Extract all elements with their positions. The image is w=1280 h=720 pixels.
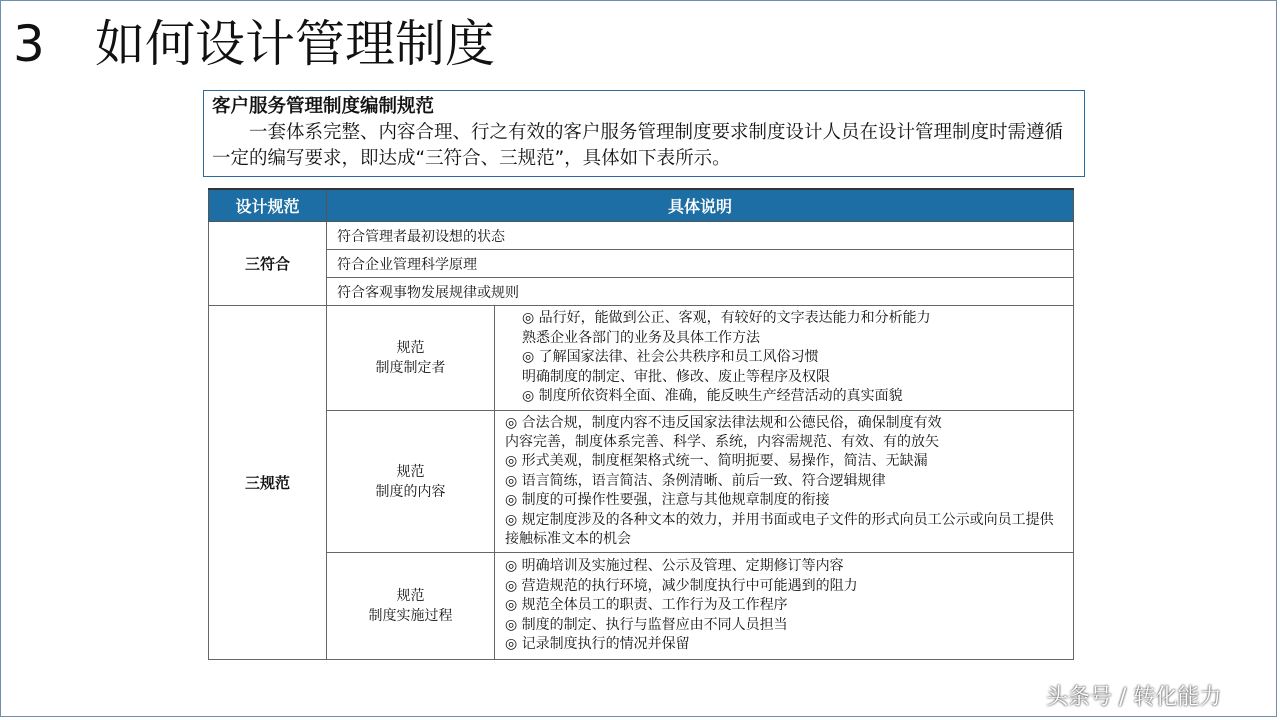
items-cell [495,306,1074,411]
category-cell: 三符合 [209,222,327,306]
list-item: ◎ 制度所依资料全面、准确，能反映生产经营活动的真实面貌 [522,388,903,405]
table-header-row [209,189,1074,222]
subcategory-line2: 制度实施过程 [368,608,453,624]
subcategory-line2: 制度制定者 [375,360,446,376]
subcategory-cell [327,553,495,660]
list-item: 明确制度的制定、审批、修改、废止等程序及权限 [522,368,830,385]
slide-title-text: 如何设计管理制度 [95,15,495,73]
list-item: ◎ 记录制度执行的情况并保留 [505,636,690,653]
header-details: 具体说明 [327,189,1074,222]
list-item: ◎ 规范全体员工的职责、工作行为及工作程序 [505,597,788,614]
table-row [209,278,1074,306]
list-item: ◎ 品行好，能做到公正、客观，有较好的文字表达能力和分析能力 [522,310,931,327]
subcategory-cell [327,411,495,553]
intro-paragraph: 一套体系完整、内容合理、行之有效的客户服务管理制度要求制度设计人员在设计管理制度时需遵循一定的编写要求，即达成“三符合、三规范”，具体如下表所示。 [212,122,1064,169]
list-item: 熟悉企业各部门的业务及具体工作方法 [522,329,760,346]
category-cell: 三规范 [209,306,327,660]
table-row [209,222,1074,250]
description-cell: 符合客观事物发展规律或规则 [327,278,1074,306]
watermark: 头条号 / 转化能力 [1046,685,1222,710]
subcategory-line1: 规范 [396,340,425,356]
list-item: ◎ 形式美观，制度框架格式统一、简明扼要、易操作，简洁、无缺漏 [505,453,928,470]
header-design-spec: 设计规范 [209,189,327,222]
table-row [209,411,1074,553]
list-item: ◎ 营造规范的执行环境，减少制度执行中可能遇到的阻力 [505,577,858,594]
spec-table [208,188,1074,660]
table-row [209,553,1074,660]
list-item: 内容完善，制度体系完善、科学、系统，内容需规范、有效、有的放矢 [505,433,939,450]
list-item: ◎ 制度的制定、执行与监督应由不同人员担当 [505,616,788,633]
table-row [209,250,1074,278]
description-cell: 符合企业管理科学原理 [327,250,1074,278]
items-cell [495,411,1074,553]
list-item: ◎ 语言简练，语言简洁、条例清晰、前后一致、符合逻辑规律 [505,472,886,489]
list-item: ◎ 明确培训及实施过程、公示及管理、定期修订等内容 [505,558,844,575]
list-item: ◎ 制度的可操作性要强，注意与其他规章制度的衔接 [505,492,830,509]
subcategory-line2: 制度的内容 [375,483,446,500]
description-cell: 符合管理者最初设想的状态 [327,222,1074,250]
list-item: ◎ 规定制度涉及的各种文本的效力，并用书面或电子文件的形式向员工公示或向员工提供接触标准文本的机会 [505,511,1054,548]
subcategory-line1: 规范 [396,588,425,604]
slide-title [13,9,495,79]
intro-heading: 客户服务管理制度编制规范 [212,96,435,117]
intro-box [203,90,1085,177]
list-item: ◎ 了解国家法律、社会公共秩序和员工风俗习惯 [522,349,819,366]
items-cell [495,553,1074,660]
slide-number: 3 [13,15,45,73]
subcategory-line1: 规范 [396,463,425,480]
table-row [209,306,1074,411]
list-item: ◎ 合法合规，制度内容不违反国家法律法规和公德民俗，确保制度有效 [505,414,942,431]
subcategory-cell [327,306,495,411]
